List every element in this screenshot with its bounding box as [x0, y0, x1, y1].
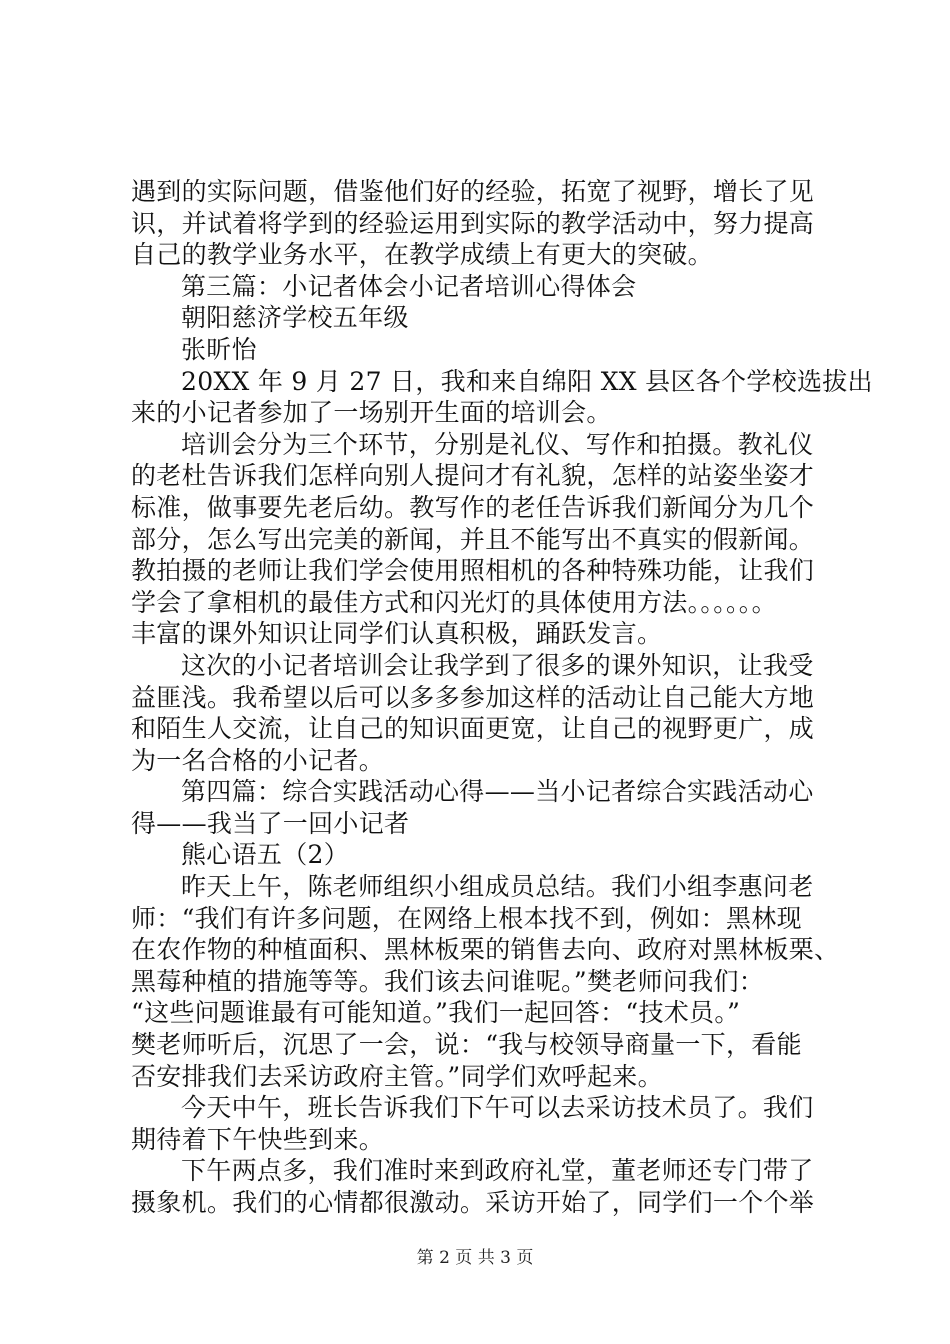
text-line: 20XX 年 9 月 27 日，我和来自绵阳 XX 县区各个学校选拔出 [181, 366, 873, 396]
page-footer: 第 2 页 共 3 页 [416, 1248, 534, 1268]
text-line: 昨天上午，陈老师组织小组成员总结。我们小组李惠问老 [181, 872, 814, 902]
text-line: 黑莓种植的措施等等。我们该去问谁呢。”樊老师问我们： [131, 966, 765, 996]
text-line: 部分，怎么写出完美的新闻，并且不能写出不真实的假新闻。 [131, 524, 815, 554]
text-line: 益匪浅。我希望以后可以多多参加这样的活动让自己能大方地 [131, 682, 815, 712]
text-line: 学会了拿相机的最佳方式和闪光灯的具体使用方法。。。。。。 [131, 587, 777, 617]
text-line: 在农作物的种植面积、黑林板栗的销售去向、政府对黑林板栗、 [131, 935, 840, 965]
text-line: 师：“我们有许多问题，在网络上根本找不到，例如：黑林现 [131, 903, 802, 933]
text-line: 遇到的实际问题，借鉴他们好的经验，拓宽了视野，增长了见 [131, 177, 815, 206]
text-line: 自己的教学业务水平，在教学成绩上有更大的突破。 [131, 240, 713, 270]
author-name: 熊心语五（2） [181, 840, 350, 870]
text-line: 否安排我们去采访政府主管。”同学们欢呼起来。 [131, 1061, 663, 1091]
section-heading-continued: 得——我当了一回小记者 [131, 808, 410, 838]
text-line: 下午两点多，我们准时来到政府礼堂，董老师还专门带了 [181, 1156, 814, 1186]
author-school: 朝阳慈济学校五年级 [181, 303, 409, 333]
text-line: 培训会分为三个环节，分别是礼仪、写作和拍摄。教礼仪 [181, 429, 814, 459]
text-line: 樊老师听后，沉思了一会，说：“我与校领导商量一下，看能 [131, 1030, 802, 1060]
text-line: 今天中午，班长告诉我们下午可以去采访技术员了。我们 [181, 1093, 814, 1123]
section-heading: 第四篇：综合实践活动心得——当小记者综合实践活动心 [181, 777, 814, 807]
text-line: 为一名合格的小记者。 [131, 745, 385, 775]
text-line: 这次的小记者培训会让我学到了很多的课外知识，让我受 [181, 650, 814, 680]
text-line: 教拍摄的老师让我们学会使用照相机的各种特殊功能，让我们 [131, 556, 815, 586]
section-heading: 第三篇：小记者体会小记者培训心得体会 [181, 271, 637, 301]
text-line: 摄象机。我们的心情都很激动。采访开始了，同学们一个个举 [131, 1188, 815, 1217]
text-line: 和陌生人交流，让自己的知识面更宽，让自己的视野更广，成 [131, 714, 815, 744]
text-line: 来的小记者参加了一场别开生面的培训会。 [131, 398, 612, 428]
text-line: 丰富的课外知识让同学们认真积极，踊跃发言。 [131, 619, 663, 649]
text-line: 识，并试着将学到的经验运用到实际的教学活动中，努力提高 [131, 208, 815, 238]
text-line: 期待着下午快些到来。 [131, 1124, 385, 1154]
text-line: “这些问题谁最有可能知道。”我们一起回答：“技术员。” [131, 998, 741, 1028]
author-name: 张昕怡 [181, 334, 257, 364]
document-body [131, 176, 873, 1219]
text-line: 标准，做事要先老后幼。教写作的老任告诉我们新闻分为几个 [131, 492, 815, 522]
text-line: 的老杜告诉我们怎样向别人提问才有礼貌，怎样的站姿坐姿才 [131, 461, 815, 491]
